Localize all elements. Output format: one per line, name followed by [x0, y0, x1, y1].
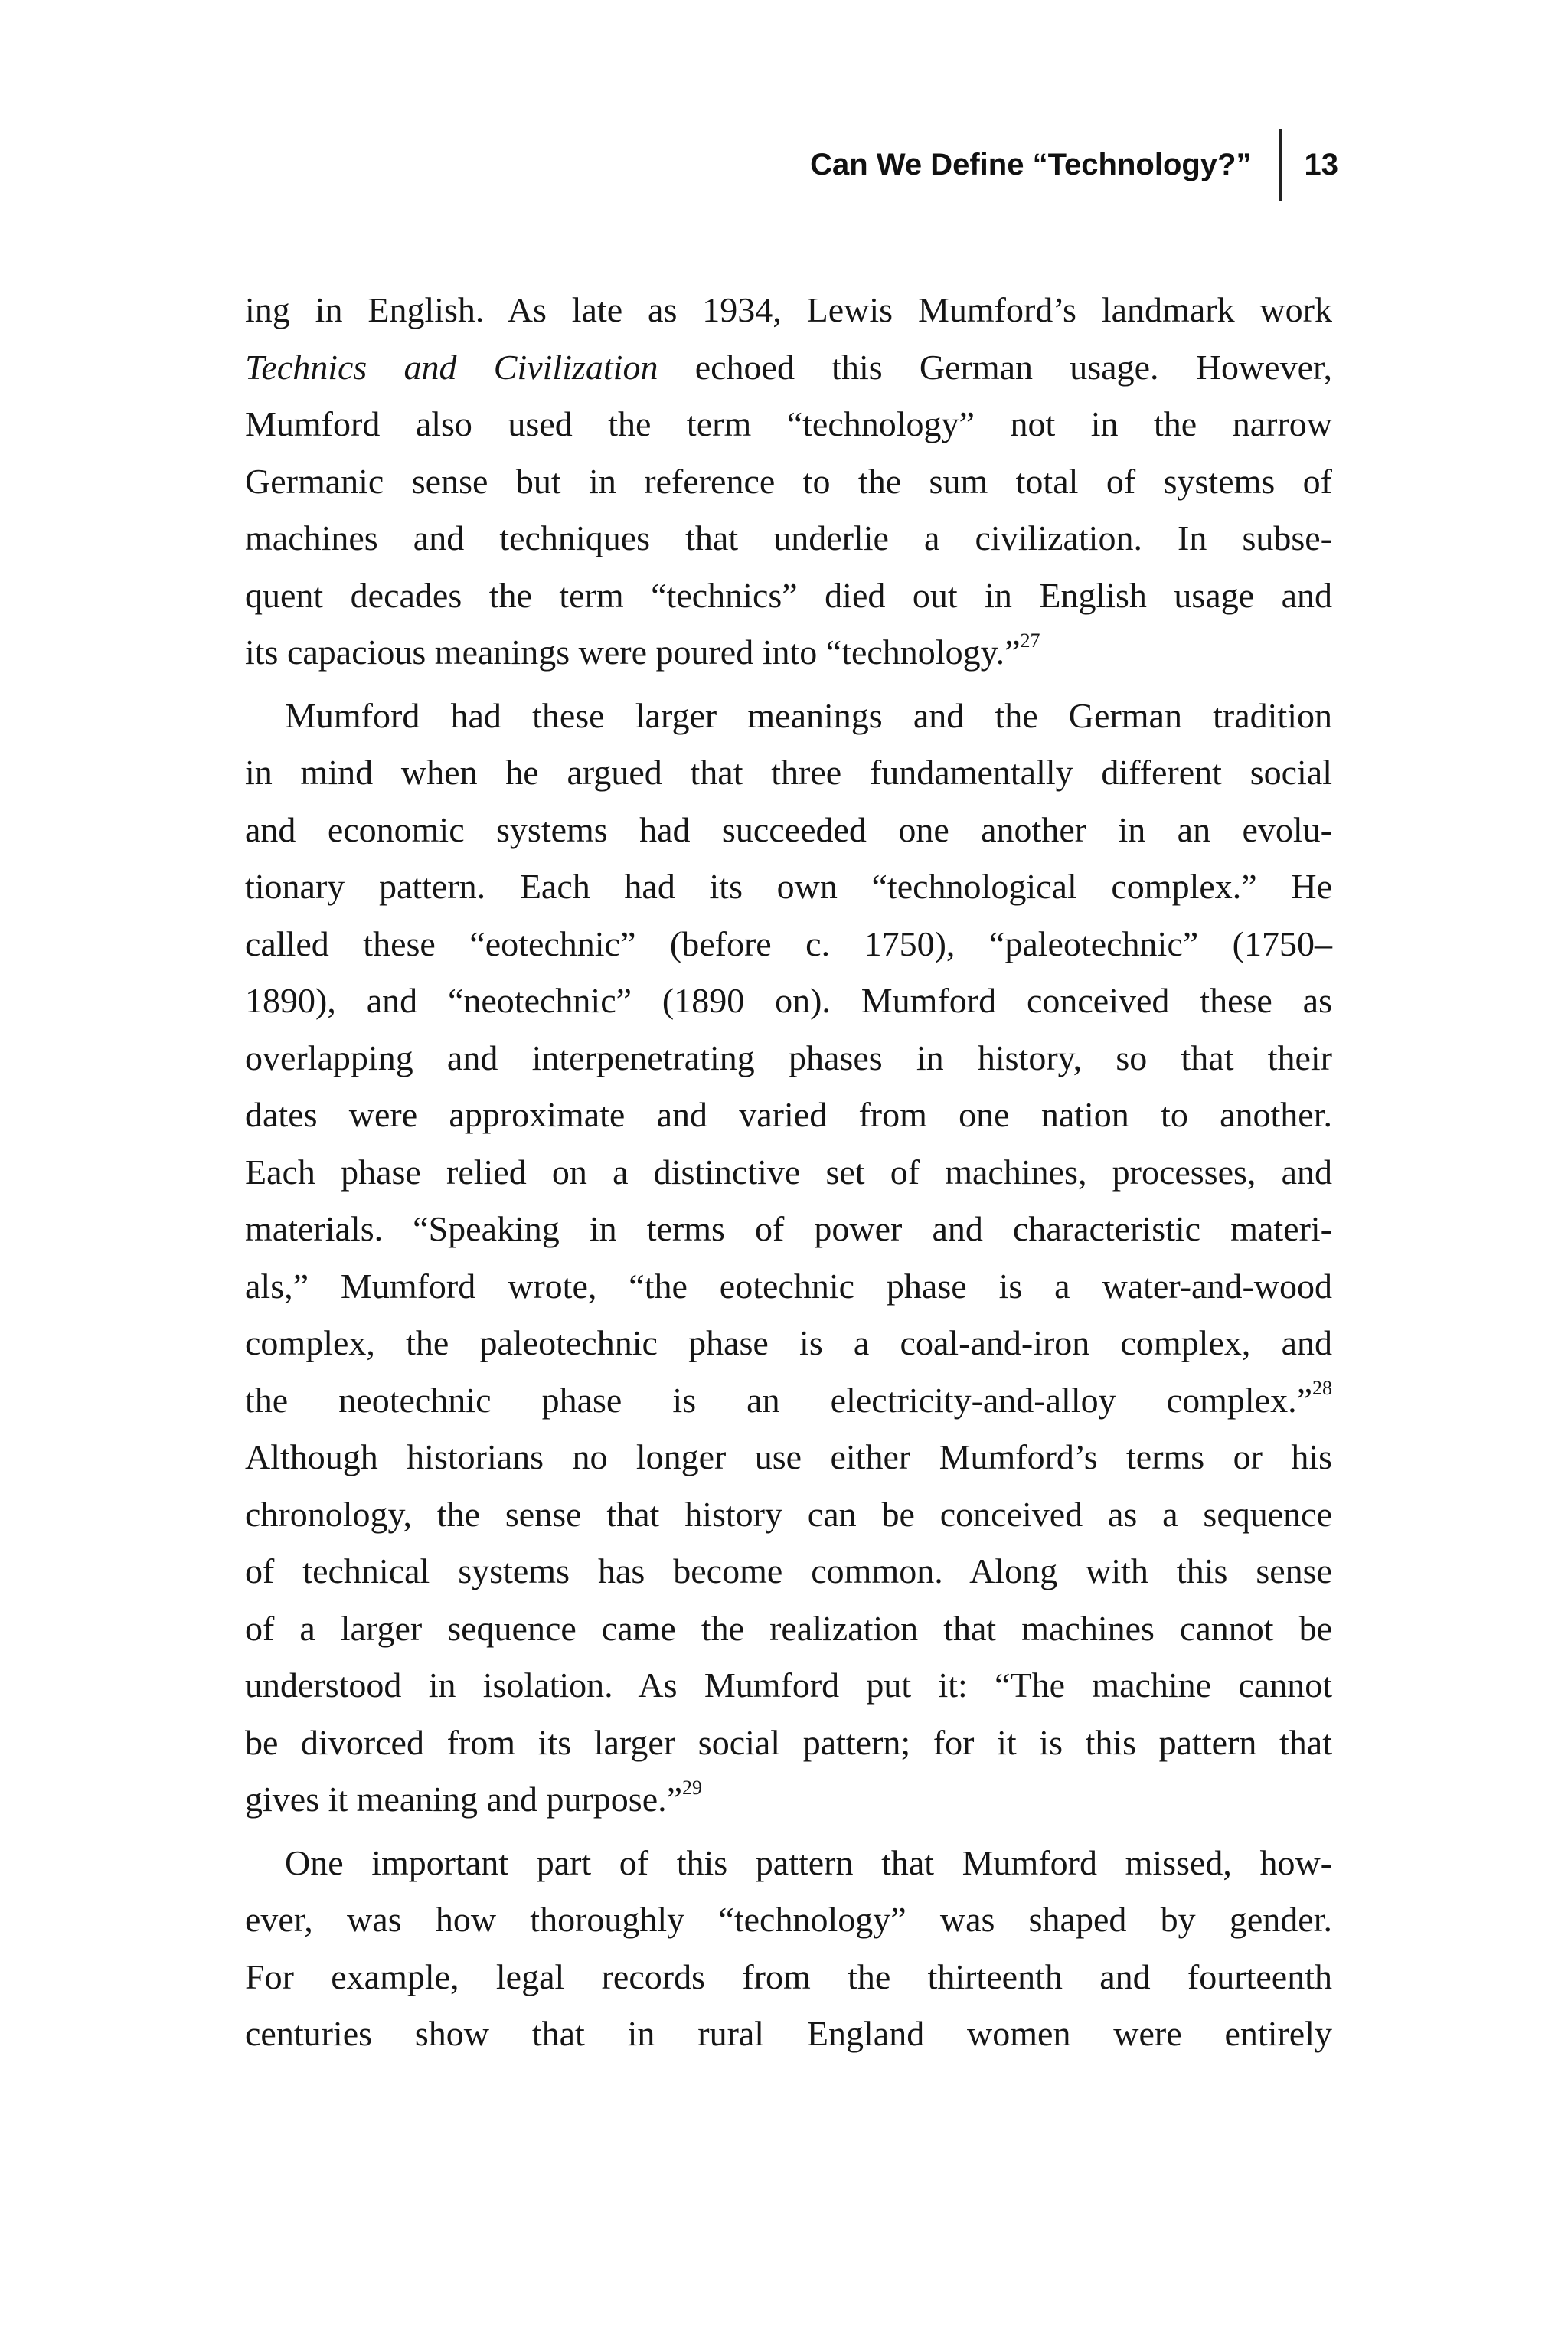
text-run: ing in English. As late as 1934, Lewis Mumford’s landmark work: [245, 290, 1332, 329]
text-run: Each phase relied on a distinctive set of machines, processes, and: [245, 1152, 1332, 1192]
text-line: [245, 453, 1332, 511]
text-run: chronology, the sense that history can be conceived as a sequence: [245, 1494, 1332, 1534]
running-head: [810, 129, 1338, 201]
text-run: ever, was how thoroughly “technology” was shaped by gender.: [245, 1900, 1332, 1939]
text-line: [245, 972, 1332, 1030]
body-text: [245, 282, 1332, 2063]
text-line: [245, 396, 1332, 453]
text-run: complex, the paleotechnic phase is a coal-and-iron complex, and: [245, 1323, 1332, 1362]
text-run: understood in isolation. As Mumford put it: “The machine cannot: [245, 1666, 1332, 1705]
paragraph: [245, 1835, 1332, 2063]
text-run: 1890), and “neotechnic” (1890 on). Mumford conceived these as: [245, 981, 1332, 1020]
text-line: [245, 2005, 1332, 2063]
text-run: For example, legal records from the thirteenth and fourteenth: [245, 1956, 1332, 1996]
text-run: Germanic sense but in reference to the sum total of systems of: [245, 461, 1332, 501]
text-run: of technical systems has become common. Along with this sense: [245, 1551, 1332, 1590]
text-line: [245, 1771, 1332, 1829]
text-run: called these “eotechnic” (before c. 1750), “paleotechnic” (1750–: [245, 923, 1332, 963]
paragraph: [245, 282, 1332, 682]
text-run: be divorced from its larger social pattern; for it is this pattern that: [245, 1722, 1332, 1762]
text-run: tionary pattern. Each had its own “technological complex.” He: [245, 867, 1332, 906]
text-run: in mind when he argued that three fundamentally different social: [245, 753, 1332, 792]
paragraph: [245, 688, 1332, 1829]
text-line: [245, 282, 1332, 339]
footnote-ref: 29: [682, 1776, 703, 1799]
text-run: quent decades the term “technics” died out in English usage and: [245, 575, 1332, 615]
text-line: [245, 1258, 1332, 1316]
text-line: [245, 1949, 1332, 2006]
text-line: [245, 1891, 1332, 1949]
text-line: [245, 510, 1332, 567]
text-run: centuries show that in rural England women were entirely: [245, 2014, 1332, 2053]
text-line: [245, 1144, 1332, 1201]
italic-title: Technics and Civilization: [245, 347, 658, 387]
text-run: als,” Mumford wrote, “the eotechnic phase is a water-and-wood: [245, 1266, 1332, 1306]
text-run: dates were approximate and varied from one nation to another.: [245, 1095, 1332, 1134]
text-run: gives it meaning and purpose.”: [245, 1780, 683, 1819]
text-run: materials. “Speaking in terms of power and characteristic materi-: [245, 1209, 1332, 1248]
text-line: [245, 744, 1332, 802]
running-head-title: Can We Define “Technology?”: [810, 147, 1252, 181]
text-run: and economic systems had succeeded one another in an evolu-: [245, 809, 1332, 849]
text-line: [245, 567, 1332, 625]
text-line: [245, 624, 1332, 682]
text-line: [245, 688, 1332, 745]
text-line: [245, 1657, 1332, 1715]
text-line: [245, 1835, 1332, 1892]
text-run: the neotechnic phase is an electricity-and-alloy complex.”: [245, 1380, 1312, 1420]
text-line: [245, 1543, 1332, 1600]
page-number: 13: [1304, 147, 1338, 181]
text-line: [245, 1486, 1332, 1544]
text-run: echoed this German usage. However,: [658, 347, 1332, 387]
text-run: overlapping and interpenetrating phases in history, so that their: [245, 1038, 1332, 1077]
text-line: [245, 1429, 1332, 1486]
text-line: [245, 802, 1332, 859]
text-run: machines and techniques that underlie a civilization. In subse-: [245, 518, 1332, 557]
text-line: [245, 1315, 1332, 1372]
text-line: [245, 916, 1332, 973]
text-run: One important part of this pattern that Mumford missed, how-: [285, 1842, 1332, 1882]
text-line: [245, 1087, 1332, 1144]
footnote-ref: 27: [1020, 629, 1040, 652]
text-line: [245, 1372, 1332, 1430]
text-line: [245, 1030, 1332, 1087]
text-line: [245, 1715, 1332, 1772]
text-line: [245, 1600, 1332, 1658]
text-line: [245, 339, 1332, 397]
text-run: Mumford also used the term “technology” not in the narrow: [245, 404, 1332, 443]
footnote-ref: 28: [1312, 1377, 1332, 1400]
text-line: [245, 858, 1332, 916]
text-run: of a larger sequence came the realization that machines cannot be: [245, 1608, 1332, 1648]
text-run: Although historians no longer use either Mumford’s terms or his: [245, 1437, 1332, 1476]
text-run: its capacious meanings were poured into “technology.”: [245, 633, 1021, 672]
text-line: [245, 1201, 1332, 1258]
text-run: Mumford had these larger meanings and the German tradition: [285, 695, 1332, 735]
